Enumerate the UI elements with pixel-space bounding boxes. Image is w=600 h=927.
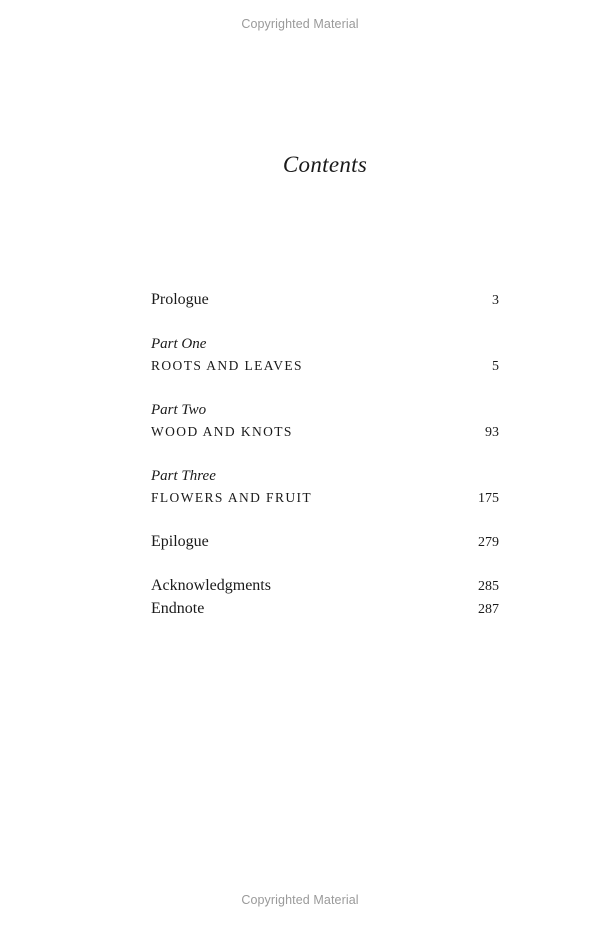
toc-entry-label: WOOD AND KNOTS [151, 424, 293, 439]
toc-entry-page: 287 [478, 602, 499, 617]
toc-entry-part-two [151, 421, 499, 444]
toc-entry-page: 285 [478, 579, 499, 594]
toc-entry-label: Prologue [151, 291, 209, 308]
watermark-bottom: Copyrighted Material [241, 893, 359, 907]
toc-part-label-three: Part Three [151, 468, 216, 484]
toc-entry-label: Endnote [151, 600, 205, 617]
toc-entry-acknowledgments [151, 575, 499, 598]
toc-entry-page: 175 [478, 491, 499, 506]
watermark-top: Copyrighted Material [241, 17, 359, 31]
toc-entry-label: FLOWERS AND FRUIT [151, 490, 313, 505]
toc-entry-part-one [151, 355, 499, 378]
toc-entry-label: ROOTS AND LEAVES [151, 358, 303, 373]
toc-entry-label: Acknowledgments [151, 577, 271, 594]
toc-entry-page: 3 [492, 293, 499, 308]
toc-entry-endnote [151, 598, 499, 621]
toc-entry-page: 5 [492, 359, 499, 374]
table-of-contents [151, 289, 499, 621]
toc-entry-part-three [151, 487, 499, 510]
page-title: Contents [282, 152, 368, 177]
toc-entry-page: 279 [478, 535, 499, 550]
toc-entry-epilogue [151, 531, 499, 554]
toc-entry-prologue [151, 289, 499, 312]
toc-entry-page: 93 [485, 425, 499, 440]
toc-entry-label: Epilogue [151, 533, 209, 550]
toc-part-label-two: Part Two [151, 402, 207, 418]
toc-part-label-one: Part One [151, 336, 207, 352]
